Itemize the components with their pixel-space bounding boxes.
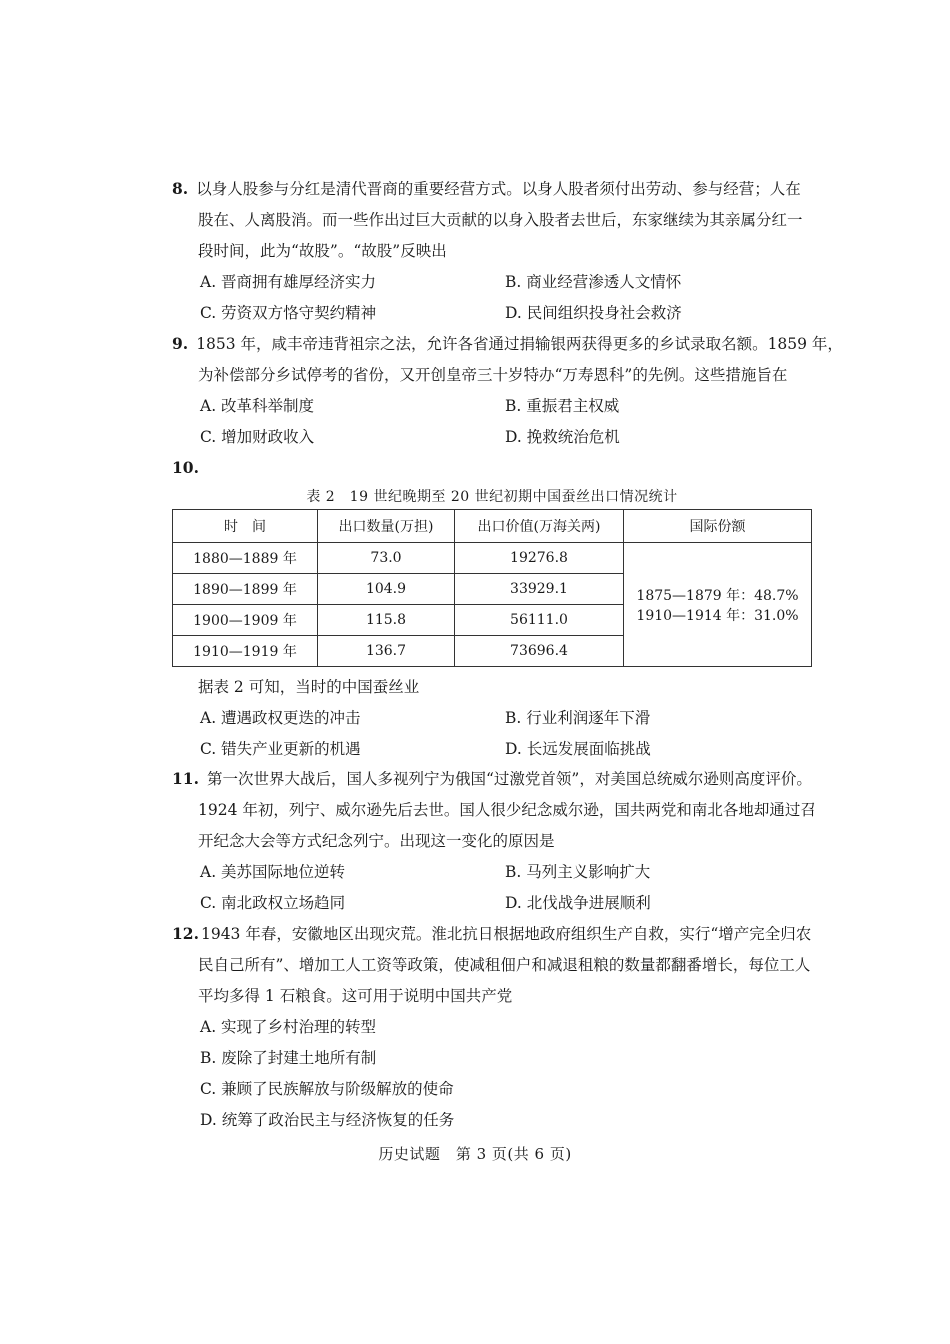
question-8 — [172, 173, 822, 329]
q11-option-b: B. 马列主义影响扩大 — [505, 863, 651, 881]
q10-option-b: B. 行业利润逐年下滑 — [505, 709, 651, 727]
q8-options — [172, 267, 822, 329]
q12-stem-line-2: 民自己所有”、增加工人工资等政策，使减租佃户和减退租粮的数量都翻番增长，每位工人 — [198, 956, 811, 974]
silk-export-table — [172, 509, 812, 667]
q10-number: 10. — [172, 458, 199, 477]
table-caption: 表 2 19 世纪晚期至 20 世纪初期中国蚕丝出口情况统计 — [306, 489, 678, 505]
cell-value: 33929.1 — [455, 574, 624, 605]
share-line-1: 1875—1879 年：48.7% — [636, 587, 799, 604]
q8-option-d: D. 民间组织投身社会救济 — [505, 304, 682, 322]
q12-option-a: A. 实现了乡村治理的转型 — [200, 1018, 377, 1036]
q11-stem-line-2: 1924 年初，列宁、威尔逊先后去世。国人很少纪念威尔逊，国共两党和南北各地却通过召 — [198, 801, 816, 819]
header-share: 国际份额 — [624, 510, 812, 543]
cell-quantity: 73.0 — [318, 543, 455, 574]
q11-option-c: C. 南北政权立场趋同 — [200, 894, 346, 912]
q12-option-b: B. 废除了封建土地所有制 — [200, 1049, 377, 1067]
question-10 — [172, 452, 822, 484]
cell-period: 1910—1919 年 — [173, 636, 318, 667]
table-header-row — [173, 510, 812, 543]
q8-option-b: B. 商业经营渗透人文情怀 — [505, 273, 682, 291]
q9-options — [172, 391, 822, 453]
q9-option-a: A. 改革科举制度 — [200, 397, 315, 415]
q10-options — [172, 703, 822, 765]
q9-number: 9. — [172, 334, 189, 353]
cell-quantity: 115.8 — [318, 605, 455, 636]
q8-option-c: C. 劳资双方恪守契约精神 — [200, 304, 377, 322]
q10-option-a: A. 遭遇政权更迭的冲击 — [200, 709, 361, 727]
q9-option-c: C. 增加财政收入 — [200, 428, 315, 446]
cell-period: 1890—1899 年 — [173, 574, 318, 605]
q12-option-c: C. 兼顾了民族解放与阶级解放的使命 — [200, 1080, 454, 1098]
q9-option-d: D. 挽救统治危机 — [505, 428, 620, 446]
cell-share — [624, 543, 812, 667]
question-11 — [172, 763, 822, 919]
q10-stem: 据表 2 可知，当时的中国蚕丝业 — [198, 678, 420, 696]
q9-stem-line-2: 为补偿部分乡试停考的省份，又开创皇帝三十岁特办“万寿恩科”的先例。这些措施旨在 — [198, 366, 788, 384]
question-9 — [172, 328, 843, 453]
cell-quantity: 104.9 — [318, 574, 455, 605]
q9-stem-line-1: 9. 1853 年，咸丰帝违背祖宗之法，允许各省通过捐输银两获得更多的乡试录取名额。1859 年， — [172, 334, 843, 353]
q10-option-d: D. 长远发展面临挑战 — [505, 740, 651, 758]
cell-period: 1880—1889 年 — [173, 543, 318, 574]
q8-number: 8. — [172, 179, 189, 198]
q10-stem-block — [172, 672, 822, 765]
q11-option-a: A. 美苏国际地位逆转 — [200, 863, 346, 881]
q8-stem-line-2: 股在、人离股消。而一些作出过巨大贡献的以身入股者去世后，东家继续为其亲属分红一 — [198, 211, 803, 229]
q11-option-d: D. 北伐战争进展顺利 — [505, 894, 651, 912]
header-quantity: 出口数量(万担) — [318, 510, 455, 543]
q12-stem-line-3: 平均多得 1 石粮食。这可用于说明中国共产党 — [198, 987, 513, 1005]
q8-stem-line-3: 段时间，此为“故股”。“故股”反映出 — [198, 242, 447, 260]
q11-number: 11. — [172, 769, 199, 788]
cell-value: 73696.4 — [455, 636, 624, 667]
q11-stem-line-3: 开纪念大会等方式纪念列宁。出现这一变化的原因是 — [198, 832, 555, 850]
q10-option-c: C. 错失产业更新的机遇 — [200, 740, 361, 758]
q9-option-b: B. 重振君主权威 — [505, 397, 620, 415]
table-row — [173, 543, 812, 574]
header-time: 时 间 — [173, 510, 318, 543]
q12-stem-line-1: 12. 1943 年春，安徽地区出现灾荒。淮北抗日根据地政府组织生产自救，实行“增产完全归农 — [172, 924, 812, 943]
question-12 — [172, 918, 822, 1136]
cell-value: 56111.0 — [455, 605, 624, 636]
header-value: 出口价值(万海关两) — [455, 510, 624, 543]
cell-quantity: 136.7 — [318, 636, 455, 667]
share-line-2: 1910—1914 年：31.0% — [636, 607, 799, 624]
q8-option-a: A. 晋商拥有雄厚经济实力 — [200, 273, 377, 291]
page-footer: 历史试题 第 3 页(共 6 页) — [378, 1145, 572, 1163]
q8-stem-line-1: 8. 以身人股参与分红是清代晋商的重要经营方式。以身人股者须付出劳动、参与经营；人在 — [172, 179, 801, 198]
q11-stem-line-1: 11. 第一次世界大战后，国人多视列宁为俄国“过激党首领”，对美国总统威尔逊则高度评价。 — [172, 769, 812, 788]
q12-options — [172, 1012, 822, 1136]
q12-number: 12. — [172, 924, 199, 943]
q11-options — [172, 857, 822, 919]
q12-option-d: D. 统筹了政治民主与经济恢复的任务 — [200, 1111, 455, 1129]
cell-value: 19276.8 — [455, 543, 624, 574]
cell-period: 1900—1909 年 — [173, 605, 318, 636]
